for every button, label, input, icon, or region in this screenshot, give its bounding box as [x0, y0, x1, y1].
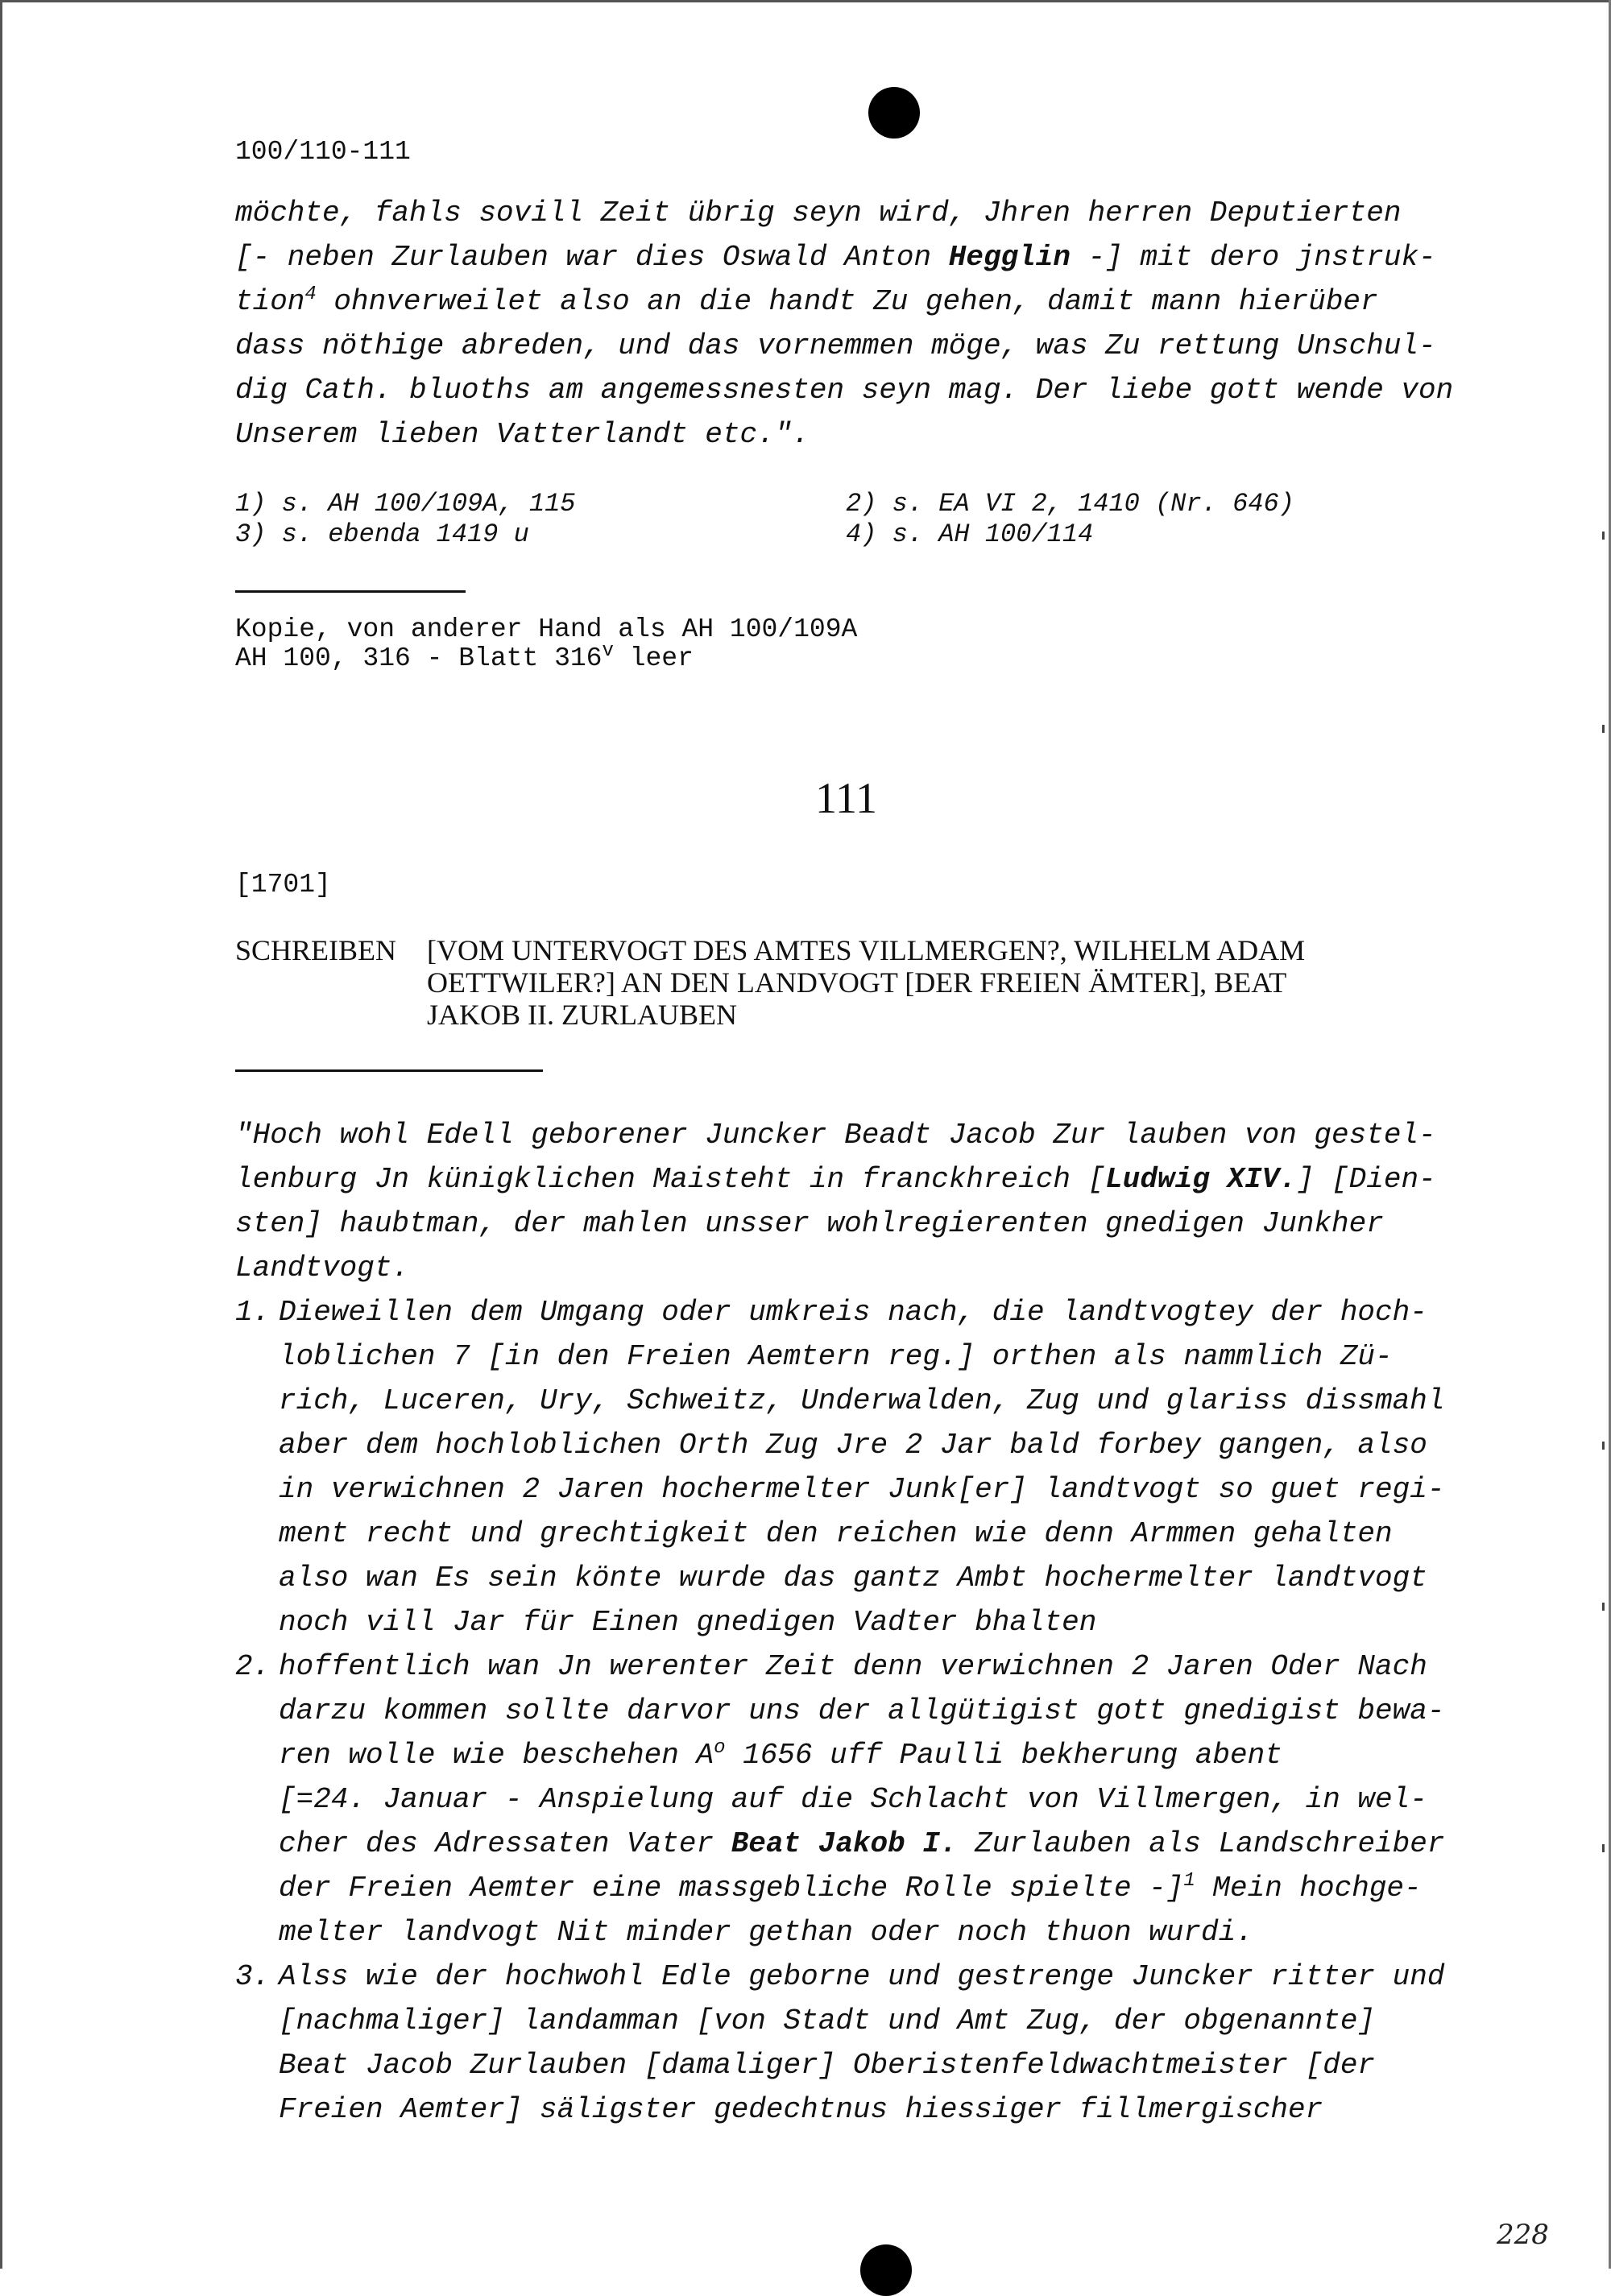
- text-line: hoffentlich wan Jn werenter Zeit denn verwichnen 2 Jaren Oder Nach: [279, 1650, 1427, 1683]
- scan-speck: [1602, 1603, 1605, 1611]
- text-line: melter landvogt Nit minder gethan oder noch thuon wurdi.: [279, 1916, 1253, 1949]
- footnote-4: 4) s. AH 100/114: [846, 519, 1094, 549]
- punch-hole-top: [868, 87, 920, 139]
- text-line: "Hoch wohl Edell geborener Juncker Beadt Jacob Zur lauben von gestel-: [235, 1119, 1436, 1152]
- footnote-1: 1) s. AH 100/109A, 115: [235, 489, 576, 519]
- text-line: der Freien Aemter eine massgebliche Rolle spielte -]$^1$ Mein hochge-: [279, 1870, 1422, 1905]
- bold-name: Hegglin: [948, 241, 1071, 274]
- text-line: tion$^4$ ohnverweilet also an die handt Zu gehen, damit mann hierüber: [235, 283, 1378, 318]
- text-line: sten] haubtman, der mahlen unsser wohlregierenten gnedigen Junkher: [235, 1207, 1384, 1240]
- document-date: [1701]: [235, 870, 331, 900]
- scan-speck: [1602, 1844, 1605, 1852]
- text-line: [- neben Zurlauben war dies Oswald Anton Hegglin -] mit dero jnstruk-: [235, 241, 1436, 274]
- footnote-marker: 4: [304, 283, 317, 305]
- text-line: rich, Luceren, Ury, Schweitz, Underwalden, Zug und glariss dissmahl: [279, 1384, 1445, 1417]
- footnote-separator: [235, 590, 466, 593]
- salutation-paragraph: [235, 1113, 1476, 1290]
- list-item-3: [235, 1955, 1492, 2132]
- title-label: SCHREIBEN: [235, 934, 397, 966]
- text-line: lenburg Jn künigklichen Maisteht in franckhreich [Ludwig XIV.] [Dien-: [235, 1163, 1436, 1196]
- text-line: ren wolle wie beschehen $A^o$ 1656 uff Paulli bekherung abent: [279, 1737, 1282, 1772]
- text-line: Landtvogt.: [235, 1251, 410, 1285]
- item-number: 1.: [235, 1296, 271, 1329]
- text-line: cher des Adressaten Vater Beat Jakob I. Zurlauben als Landschreiber: [279, 1827, 1445, 1860]
- scan-speck: [1602, 725, 1605, 733]
- footnote-3: 3) s. ebenda 1419 u: [235, 519, 529, 549]
- scan-edge-left: [0, 0, 2, 2269]
- document-number: 111: [815, 774, 877, 822]
- text-line: ment recht und grechtigkeit den reichen wie denn Armmen gehalten: [279, 1517, 1393, 1550]
- text-line: darzu kommen sollte darvor uns der allgütigist gott gnedigist bewa-: [279, 1694, 1445, 1727]
- text-line: Beat Jacob Zurlauben [damaliger] Oberistenfeldwachtmeister [der: [279, 2049, 1376, 2082]
- bold-name: Ludwig XIV.: [1105, 1163, 1297, 1196]
- text-line: aber dem hochloblichen Orth Zug Jre 2 Jar bald forbey gangen, also: [279, 1429, 1427, 1462]
- text-line: [nachmaliger] landamman [von Stadt und Amt Zug, der obgenannte]: [279, 2004, 1376, 2037]
- title-line: [VOM UNTERVOGT DES AMTES VILLMERGEN?, WILHELM ADAM: [427, 934, 1306, 966]
- continuation-paragraph: [235, 191, 1476, 457]
- scan-speck: [1602, 1442, 1605, 1450]
- scan-speck: [1602, 532, 1605, 540]
- item-number: 3.: [235, 1960, 271, 1993]
- text-line: Freien Aemter] säligster gedechtnus hiessiger fillmergischer: [279, 2093, 1323, 2126]
- text-line: dass nöthige abreden, und das vornemmen möge, was Zu rettung Unschul-: [235, 329, 1436, 362]
- text-line: also wan Es sein könte wurde das gantz Ambt hochermelter landtvogt: [279, 1562, 1427, 1595]
- scan-edge-top: [0, 0, 1611, 2]
- title-line: OETTWILER?] AN DEN LANDVOGT [DER FREIEN ÄMTER], BEAT: [427, 966, 1287, 999]
- source-note-line: AH 100, 316 - Blatt 316$^v$ leer: [235, 640, 694, 673]
- text-line: möchte, fahls sovill Zeit übrig seyn wird, Jhren herren Deputierten: [235, 197, 1402, 230]
- item-number: 2.: [235, 1650, 271, 1683]
- text-line: Unserem lieben Vatterlandt etc.".: [235, 418, 810, 451]
- numbered-list: [235, 1290, 1492, 2132]
- text-line: [=24. Januar - Anspielung auf die Schlacht von Villmergen, in wel-: [279, 1783, 1427, 1816]
- source-note: [235, 615, 857, 673]
- handwritten-page-number: 228: [1497, 2219, 1549, 2251]
- punch-hole-bottom: [860, 2244, 912, 2296]
- text-line: noch vill Jar für Einen gnedigen Vadter bhalten: [279, 1606, 1097, 1639]
- footnote-marker: 1: [1183, 1870, 1195, 1892]
- bold-name: Beat Jakob I.: [731, 1827, 958, 1860]
- text-line: loblichen 7 [in den Freien Aemtern reg.] orthen als nammlich Zü-: [279, 1340, 1393, 1373]
- text-line: Alss wie der hochwohl Edle geborne und gestrenge Juncker ritter und: [279, 1960, 1445, 1993]
- text-line: dig Cath. bluoths am angemessnesten seyn mag. Der liebe gott wende von: [235, 374, 1454, 407]
- text-line: Dieweillen dem Umgang oder umkreis nach, die landtvogtey der hoch-: [279, 1296, 1427, 1329]
- title-line: JAKOB II. ZURLAUBEN: [427, 999, 737, 1031]
- list-item-2: [235, 1644, 1492, 1955]
- archive-reference: 100/110-111: [235, 137, 411, 167]
- title-separator: [235, 1069, 543, 1072]
- list-item-1: [235, 1290, 1492, 1644]
- source-note-line: Kopie, von anderer Hand als AH 100/109A: [235, 614, 858, 644]
- text-line: in verwichnen 2 Jaren hochermelter Junk[er] landtvogt so guet regi-: [279, 1473, 1445, 1506]
- footnote-2: 2) s. EA VI 2, 1410 (Nr. 646): [846, 489, 1294, 519]
